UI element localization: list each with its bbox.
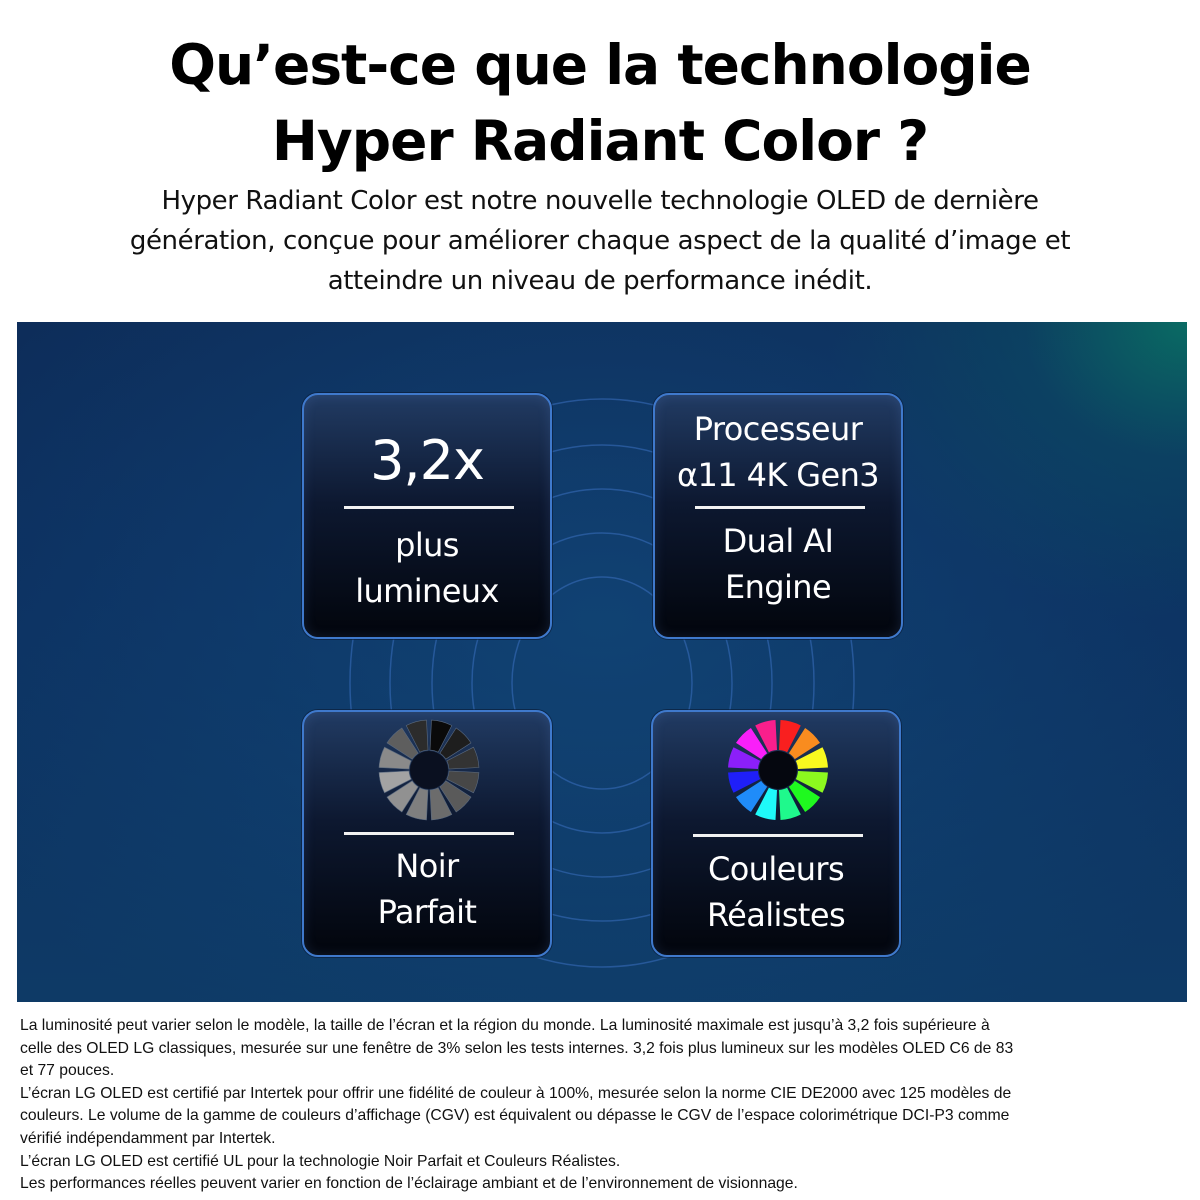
feature-panel xyxy=(17,322,1187,1002)
page-title-line-1: Qu’est-ce que la technologie xyxy=(169,32,1031,97)
page-title xyxy=(0,27,1200,179)
realistic-colors-label xyxy=(653,846,899,938)
brightness-divider xyxy=(344,506,514,509)
processor-divider xyxy=(695,506,865,509)
footnote-line-4: L’écran LG OLED est certifié par Intertek pour offrir une fidélité de couleur à 100%, mesurée selon la norme CIE DE2000 avec 125 modèles de xyxy=(20,1084,1012,1102)
perfect-black-label xyxy=(304,843,550,935)
processor-label xyxy=(655,518,901,610)
realistic-colors-label-line-2: Réalistes xyxy=(706,896,846,934)
realistic-colors-card xyxy=(651,710,901,957)
intro-line-2: génération, conçue pour améliorer chaque aspect de la qualité d’image et xyxy=(129,226,1071,256)
processor-title-line-2: α11 4K Gen3 xyxy=(676,456,880,494)
perfect-black-label-line-1: Noir xyxy=(395,847,459,885)
grayscale-wheel-icon xyxy=(377,718,481,822)
realistic-colors-divider xyxy=(693,834,863,837)
footnote-line-1: La luminosité peut varier selon le modèle, la taille de l’écran et la région du monde. La luminosité maximale est jusqu’à 3,2 fois supérieure à xyxy=(20,1017,990,1034)
intro-paragraph xyxy=(60,181,1140,301)
processor-title xyxy=(655,406,901,498)
processor-title-line-1: Processeur xyxy=(693,410,863,448)
footnote-line-6: vérifié indépendamment par Intertek. xyxy=(20,1129,276,1147)
brightness-label-line-2: lumineux xyxy=(355,572,499,610)
brightness-card xyxy=(302,393,552,639)
brightness-label-line-1: plus xyxy=(395,526,459,564)
processor-label-line-1: Dual AI xyxy=(722,522,834,560)
footnote-line-3: et 77 pouces. xyxy=(20,1062,115,1080)
footnote-line-2: celle des OLED LG classiques, mesurée sur une fenêtre de 3% selon les tests internes. 3,2 fois plus lumineux sur les modèles OLED C6 de 83 xyxy=(20,1039,1014,1057)
processor-card xyxy=(653,393,903,639)
processor-label-line-2: Engine xyxy=(724,568,832,606)
footnote-line-8: Les performances réelles peuvent varier en fonction de l’éclairage ambiant et de l’environnement de visionnage. xyxy=(20,1175,798,1193)
concentric-rings-graphic xyxy=(17,322,1187,1002)
footnote-line-5: couleurs. Le volume de la gamme de couleurs d’affichage (CGV) est équivalent ou dépasse le CGV de l’espace colorimétrique DCI-P3 comme xyxy=(20,1107,1010,1125)
perfect-black-label-line-2: Parfait xyxy=(377,893,477,931)
perfect-black-divider xyxy=(344,832,514,835)
intro-line-3: atteindre un niveau de performance inédit. xyxy=(327,266,873,296)
color-wheel-icon xyxy=(726,718,830,822)
brightness-value: 3,2x xyxy=(370,429,484,492)
footnote-line-7: L’écran LG OLED est certifié UL pour la technologie Noir Parfait et Couleurs Réalistes. xyxy=(20,1152,621,1170)
realistic-colors-label-line-1: Couleurs xyxy=(707,850,845,888)
intro-line-1: Hyper Radiant Color est notre nouvelle technologie OLED de dernière xyxy=(161,186,1039,216)
brightness-label xyxy=(304,522,550,614)
perfect-black-card xyxy=(302,710,552,957)
page-title-line-2: Hyper Radiant Color ? xyxy=(271,108,929,173)
footnotes xyxy=(20,1015,1185,1196)
